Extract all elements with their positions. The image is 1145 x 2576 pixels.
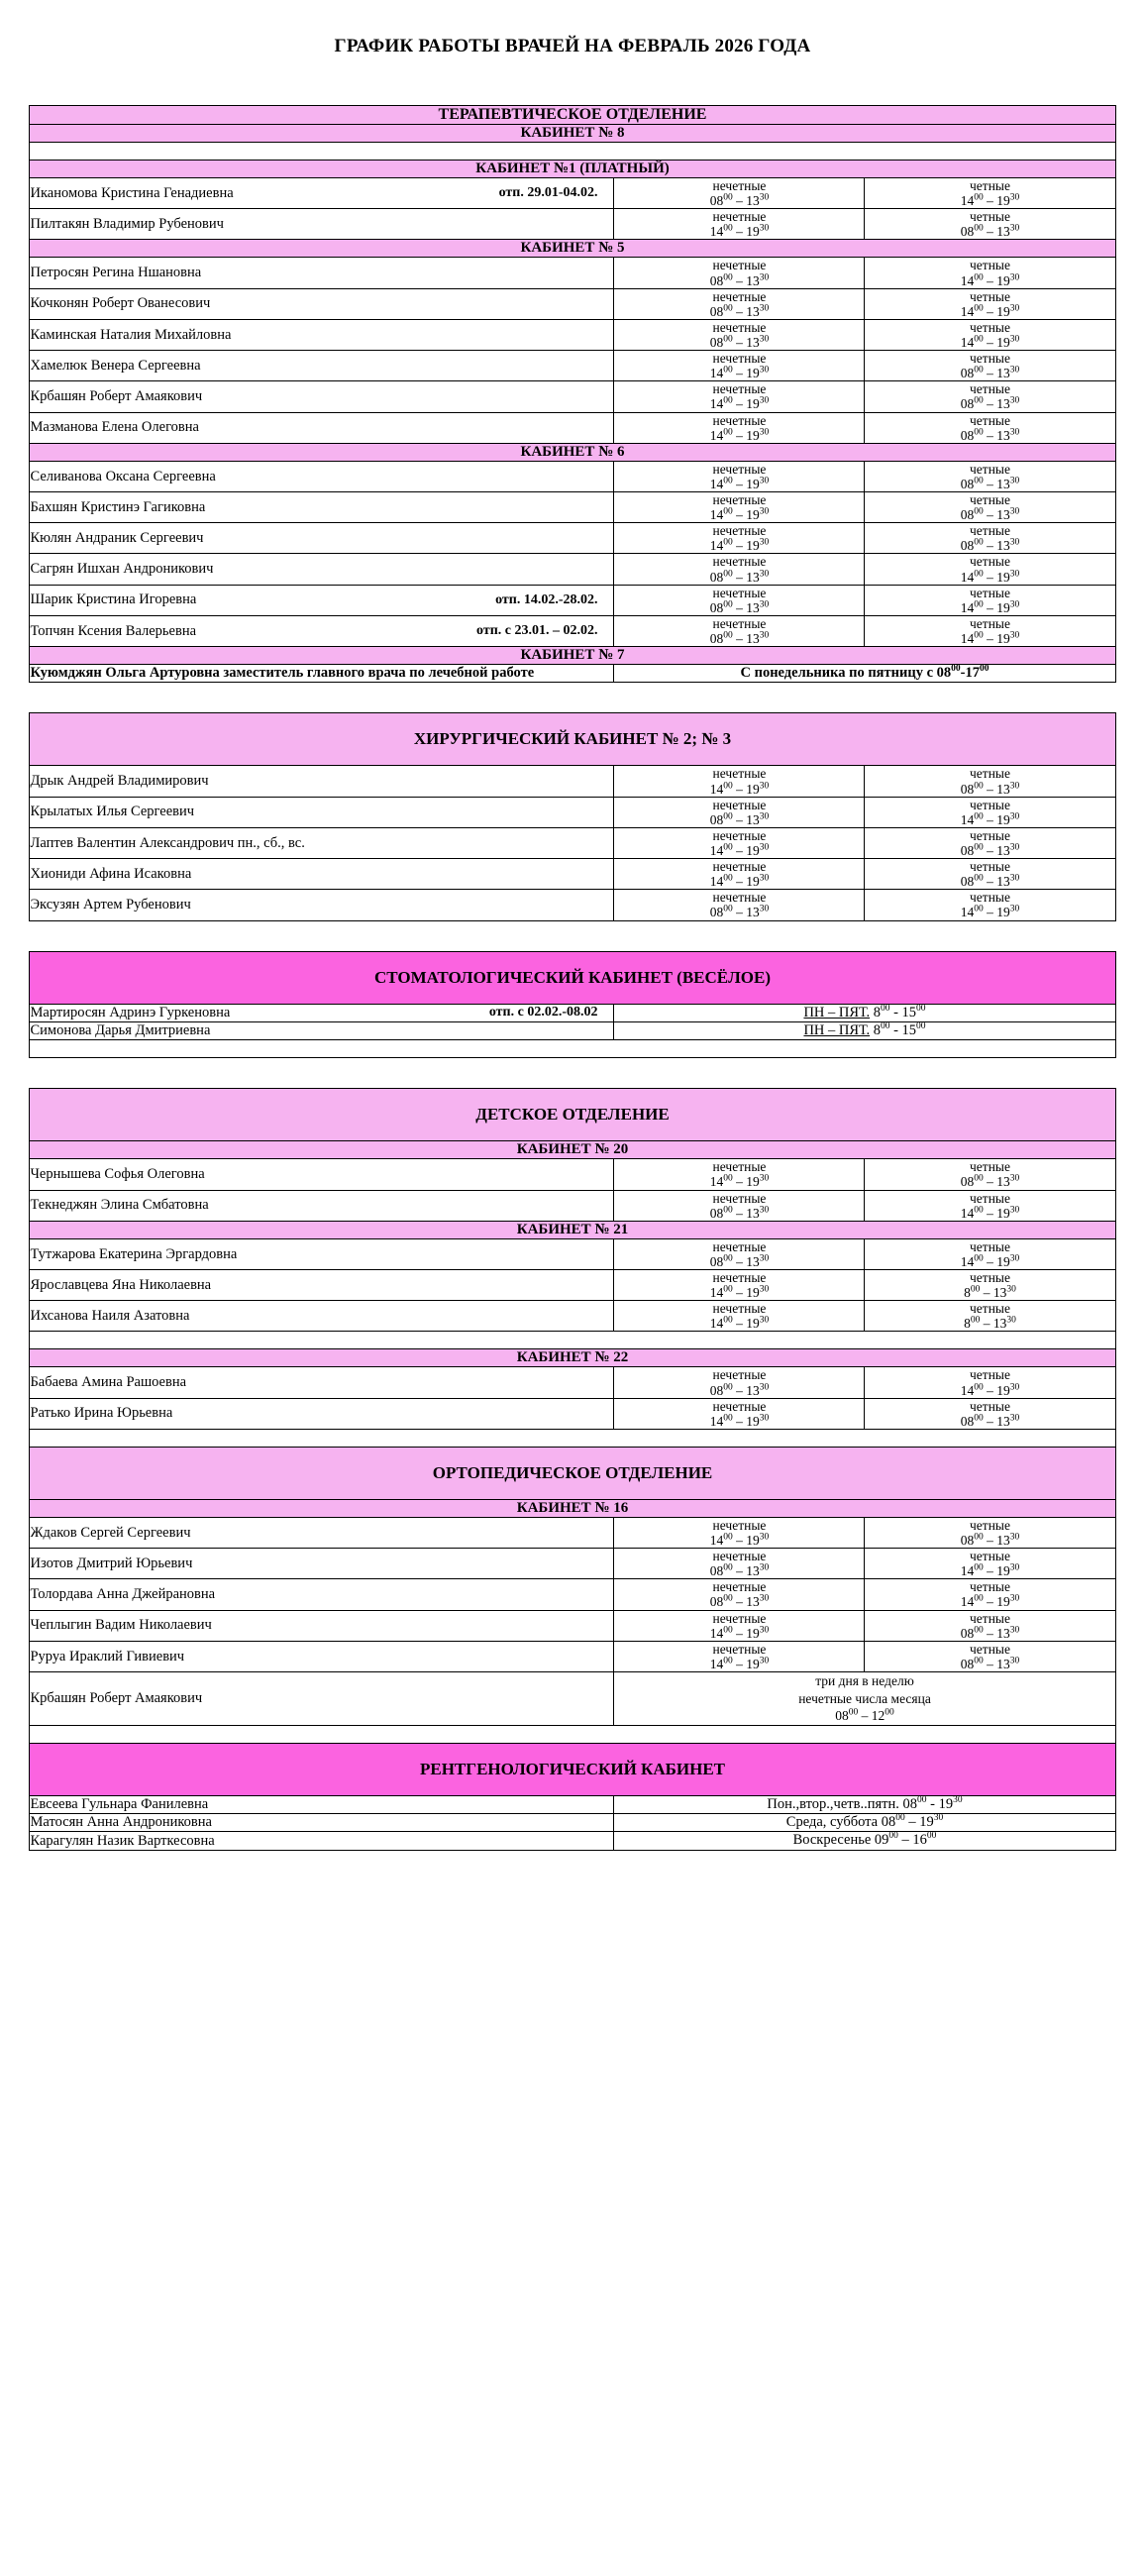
section-xray: РЕНТГЕНОЛОГИЧЕСКИЙ КАБИНЕТ bbox=[30, 1743, 1115, 1795]
doctor-name: Ярославцева Яна Николаевна bbox=[30, 1276, 212, 1293]
doctor-sagryan bbox=[30, 554, 614, 585]
doctor-name: Бабаева Амина Рашоевна bbox=[30, 1374, 187, 1391]
shift-even: четные $14^{00} - 19^{30}$ bbox=[865, 554, 1115, 585]
shift-even: четные $14^{00} - 19^{30}$ bbox=[865, 1238, 1115, 1269]
shift-even: четные $14^{00} - 19^{30}$ bbox=[865, 615, 1115, 646]
doctor-krbashyan-1 bbox=[30, 381, 614, 412]
shift-even: четные $08^{00} - 13^{30}$ bbox=[865, 523, 1115, 554]
shift-odd: нечетные $14^{00} - 19^{30}$ bbox=[614, 351, 865, 381]
doctor-babaeva bbox=[30, 1367, 614, 1398]
spacer-row bbox=[30, 1332, 1115, 1349]
room-7: КАБИНЕТ № 7 bbox=[30, 647, 1115, 665]
doctor-cheplygin bbox=[30, 1610, 614, 1641]
doctor-name: Мартиросян Адринэ Гуркеновна bbox=[30, 1004, 231, 1020]
doctor-ikanomova bbox=[30, 178, 614, 209]
doctor-name: Мазманова Елена Олеговна bbox=[30, 419, 199, 436]
doctor-name: Ихсанова Наиля Азатовна bbox=[30, 1307, 190, 1324]
page-title: ГРАФИК РАБОТЫ ВРАЧЕЙ НА ФЕВРАЛЬ 2026 ГОДА bbox=[334, 36, 811, 56]
shift-odd: нечетные $08^{00} - 13^{30}$ bbox=[614, 1238, 865, 1269]
room-5: КАБИНЕТ № 5 bbox=[30, 240, 1115, 258]
doctor-name: Ратько Ирина Юрьевна bbox=[30, 1405, 173, 1422]
doctor-kochkonyan bbox=[30, 288, 614, 319]
document-page bbox=[0, 36, 1145, 2576]
doctor-name: Изотов Дмитрий Юрьевич bbox=[30, 1555, 193, 1571]
doctor-petrosyan bbox=[30, 258, 614, 288]
schedule-body bbox=[30, 106, 1115, 1851]
shift-odd: нечетные $14^{00} - 19^{30}$ bbox=[614, 412, 865, 443]
spacer-row bbox=[30, 1429, 1115, 1447]
doctor-name: Топчян Ксения Валерьевна bbox=[30, 622, 197, 639]
shift-even: четные $14^{00} - 19^{30}$ bbox=[865, 1367, 1115, 1398]
doctor-kaminskaya bbox=[30, 319, 614, 350]
doctor-kyulyan bbox=[30, 523, 614, 554]
shift-even: четные $8^{00} - 13^{30}$ bbox=[865, 1301, 1115, 1332]
doctor-chernysheva bbox=[30, 1159, 614, 1190]
doctor-name: Иканомова Кристина Генадиевна bbox=[30, 184, 234, 201]
doctor-name: Хамелюк Венера Сергеевна bbox=[30, 357, 201, 374]
doctor-name: Куюмджян Ольга Артуровна заместитель главного врача по лечебной работе bbox=[30, 665, 535, 682]
shift-odd: нечетные $08^{00} - 13^{30}$ bbox=[614, 1579, 865, 1610]
doctor-name: Кюлян Андраник Сергеевич bbox=[30, 529, 204, 546]
doctor-name: Сагрян Ишхан Андроникович bbox=[30, 561, 214, 578]
shift-odd: нечетные $14^{00} - 19^{30}$ bbox=[614, 1398, 865, 1429]
room-8: КАБИНЕТ № 8 bbox=[30, 125, 1115, 143]
doctor-izotov bbox=[30, 1549, 614, 1579]
doctor-name: Крылатых Илья Сергеевич bbox=[30, 804, 195, 820]
doctor-hionidi bbox=[30, 859, 614, 890]
shift-even: четные $14^{00} - 19^{30}$ bbox=[865, 890, 1115, 920]
room-6: КАБИНЕТ № 6 bbox=[30, 443, 1115, 461]
shift-even: четные $14^{00} - 19^{30}$ bbox=[865, 585, 1115, 615]
shift-even: четные $08^{00} - 13^{30}$ bbox=[865, 209, 1115, 240]
room-20: КАБИНЕТ № 20 bbox=[30, 1141, 1115, 1159]
doctor-ratko bbox=[30, 1398, 614, 1429]
doctor-hamelyuk bbox=[30, 351, 614, 381]
shift-even: четные $08^{00} - 13^{30}$ bbox=[865, 766, 1115, 797]
shift-even: четные $08^{00} - 13^{30}$ bbox=[865, 412, 1115, 443]
doctor-name: Крбашян Роберт Амаякович bbox=[30, 388, 203, 405]
shift-even: четные $8^{00} - 13^{30}$ bbox=[865, 1269, 1115, 1300]
shift-odd: нечетные $08^{00} - 13^{30}$ bbox=[614, 319, 865, 350]
doctor-name: Чернышева Софья Олеговна bbox=[30, 1166, 205, 1183]
section-therapeutic: ТЕРАПЕВТИЧЕСКОЕ ОТДЕЛЕНИЕ bbox=[30, 106, 1115, 125]
doctor-name: Тутжарова Екатерина Эргардовна bbox=[30, 1245, 238, 1262]
doctor-matosyan bbox=[30, 1813, 614, 1831]
doctor-note: отп. с 23.01. – 02.02. bbox=[476, 622, 598, 638]
doctor-name: Руруа Ираклий Гивиевич bbox=[30, 1648, 185, 1664]
shift-even: четные $14^{00} - 19^{30}$ bbox=[865, 288, 1115, 319]
section-pediatric: ДЕТСКОЕ ОТДЕЛЕНИЕ bbox=[30, 1089, 1115, 1141]
doctor-name: Крбашян Роберт Амаякович bbox=[30, 1689, 203, 1706]
room-16: КАБИНЕТ № 16 bbox=[30, 1499, 1115, 1517]
spacer-row bbox=[30, 683, 1115, 713]
doctor-note: отп. 29.01-04.02. bbox=[498, 185, 598, 201]
shift-odd: нечетные $08^{00} - 13^{30}$ bbox=[614, 1190, 865, 1221]
shift-odd: нечетные $14^{00} - 19^{30}$ bbox=[614, 1269, 865, 1300]
shift-odd: нечетные $14^{00} - 19^{30}$ bbox=[614, 1159, 865, 1190]
doctor-name: Хиониди Афина Исаковна bbox=[30, 865, 192, 882]
shift-odd: нечетные $14^{00} - 19^{30}$ bbox=[614, 1641, 865, 1671]
doctor-tutzharova bbox=[30, 1238, 614, 1269]
doctor-name: Чеплыгин Вадим Николаевич bbox=[30, 1617, 212, 1634]
shift-even: четные $08^{00} - 13^{30}$ bbox=[865, 1641, 1115, 1671]
schedule-text: Пон.,втор.,четв..пятн. $08^{00} - 19^{30}$ bbox=[614, 1795, 1115, 1813]
doctor-kuyumdzhyan bbox=[30, 665, 614, 683]
shift-even: четные $14^{00} - 19^{30}$ bbox=[865, 797, 1115, 827]
section-orthopedic: ОРТОПЕДИЧЕСКОЕ ОТДЕЛЕНИЕ bbox=[30, 1447, 1115, 1499]
doctor-name: Карагулян Назик Варткесовна bbox=[30, 1832, 215, 1849]
shift-odd: нечетные $08^{00} - 13^{30}$ bbox=[614, 585, 865, 615]
doctor-dryk bbox=[30, 766, 614, 797]
shift-even: четные $08^{00} - 13^{30}$ bbox=[865, 351, 1115, 381]
doctor-sharik bbox=[30, 585, 614, 615]
shift-odd: нечетные $14^{00} - 19^{30}$ bbox=[614, 461, 865, 491]
doctor-eksuzyan bbox=[30, 890, 614, 920]
shift-odd: нечетные $08^{00} - 13^{30}$ bbox=[614, 554, 865, 585]
schedule-text: Воскресенье $09^{00} - 16^{00}$ bbox=[614, 1832, 1115, 1850]
shift-even: четные $08^{00} - 13^{30}$ bbox=[865, 461, 1115, 491]
schedule-text: ПН – ПЯТ. $8^{00} - 15^{00}$ bbox=[614, 1004, 1115, 1021]
doctor-name: Кочконян Роберт Ованесович bbox=[30, 295, 211, 312]
doctor-name: Каминская Наталия Михайловна bbox=[30, 326, 232, 343]
spacer-row bbox=[30, 143, 1115, 161]
shift-even: четные $14^{00} - 19^{30}$ bbox=[865, 1190, 1115, 1221]
doctor-topchyan bbox=[30, 615, 614, 646]
spacer-row bbox=[30, 1058, 1115, 1089]
shift-even: четные $14^{00} - 19^{30}$ bbox=[865, 258, 1115, 288]
shift-even: четные $08^{00} - 13^{30}$ bbox=[865, 1610, 1115, 1641]
schedule-text: три дня в неделю нечетные числа месяца $08^{00} - 12^{00}$ bbox=[614, 1671, 1115, 1725]
shift-odd: нечетные $14^{00} - 19^{30}$ bbox=[614, 491, 865, 522]
spacer-row bbox=[30, 1040, 1115, 1058]
doctor-name: Симонова Дарья Дмитриевна bbox=[30, 1022, 211, 1039]
shift-odd: нечетные $08^{00} - 13^{30}$ bbox=[614, 288, 865, 319]
shift-even: четные $08^{00} - 13^{30}$ bbox=[865, 1398, 1115, 1429]
doctor-name: Лаптев Валентин Александрович пн., сб., вс. bbox=[30, 834, 305, 851]
shift-even: четные $08^{00} - 13^{30}$ bbox=[865, 381, 1115, 412]
shift-even: четные $08^{00} - 13^{30}$ bbox=[865, 827, 1115, 858]
room-21: КАБИНЕТ № 21 bbox=[30, 1221, 1115, 1238]
schedule-text: Среда, суббота $08^{00} - 19^{30}$ bbox=[614, 1813, 1115, 1831]
shift-odd: нечетные $14^{00} - 19^{30}$ bbox=[614, 1610, 865, 1641]
doctor-name: Пилтакян Владимир Рубенович bbox=[30, 215, 224, 232]
doctor-tolordava bbox=[30, 1579, 614, 1610]
doctor-selivanova bbox=[30, 461, 614, 491]
doctor-simonova bbox=[30, 1021, 614, 1039]
doctor-ihsanova bbox=[30, 1301, 614, 1332]
doctor-mazmanova bbox=[30, 412, 614, 443]
shift-odd: нечетные $14^{00} - 19^{30}$ bbox=[614, 209, 865, 240]
schedule-text: ПН – ПЯТ. $8^{00} - 15^{00}$ bbox=[614, 1021, 1115, 1039]
doctor-name: Евсеева Гульнара Фанилевна bbox=[30, 1795, 209, 1812]
shift-even: четные $14^{00} - 19^{30}$ bbox=[865, 319, 1115, 350]
shift-odd: нечетные $08^{00} - 13^{30}$ bbox=[614, 1367, 865, 1398]
shift-even: четные $08^{00} - 13^{30}$ bbox=[865, 1517, 1115, 1548]
doctor-laptev bbox=[30, 827, 614, 858]
shift-odd: нечетные $14^{00} - 19^{30}$ bbox=[614, 523, 865, 554]
shift-even: четные $08^{00} - 13^{30}$ bbox=[865, 859, 1115, 890]
shift-odd: нечетные $14^{00} - 19^{30}$ bbox=[614, 827, 865, 858]
doctor-name: Эксузян Артем Рубенович bbox=[30, 897, 191, 913]
doctor-note: отп. 14.02.-28.02. bbox=[495, 591, 598, 607]
doctor-name: Толордава Анна Джейрановна bbox=[30, 1586, 216, 1603]
doctor-krbashyan-2 bbox=[30, 1671, 614, 1725]
shift-odd: нечетные $14^{00} - 19^{30}$ bbox=[614, 381, 865, 412]
shift-odd: нечетные $14^{00} - 19^{30}$ bbox=[614, 1517, 865, 1548]
spacer-row bbox=[30, 1725, 1115, 1743]
section-surgery: ХИРУРГИЧЕСКИЙ КАБИНЕТ № 2; № 3 bbox=[30, 713, 1115, 766]
doctor-bahshyan bbox=[30, 491, 614, 522]
doctor-zhdakov bbox=[30, 1517, 614, 1548]
doctor-name: Текнеджян Элина Смбатовна bbox=[30, 1197, 209, 1214]
doctor-krylatyh bbox=[30, 797, 614, 827]
shift-odd: нечетные $08^{00} - 13^{30}$ bbox=[614, 797, 865, 827]
shift-odd: нечетные $08^{00} - 13^{30}$ bbox=[614, 258, 865, 288]
shift-even: четные $08^{00} - 13^{30}$ bbox=[865, 491, 1115, 522]
room-22: КАБИНЕТ № 22 bbox=[30, 1349, 1115, 1367]
shift-odd: нечетные $08^{00} - 13^{30}$ bbox=[614, 178, 865, 209]
doctor-piltakyan bbox=[30, 209, 614, 240]
doctor-note: отп. с 02.02.-08.02 bbox=[488, 1005, 598, 1020]
spacer-row bbox=[30, 920, 1115, 951]
doctor-karagulyan bbox=[30, 1832, 614, 1850]
shift-odd: нечетные $08^{00} - 13^{30}$ bbox=[614, 615, 865, 646]
shift-odd: нечетные $14^{00} - 19^{30}$ bbox=[614, 859, 865, 890]
section-dental: СТОМАТОЛОГИЧЕСКИЙ КАБИНЕТ (ВЕСЁЛОЕ) bbox=[30, 951, 1115, 1004]
shift-even: четные $14^{00} - 19^{30}$ bbox=[865, 1549, 1115, 1579]
shift-odd: нечетные $08^{00} - 13^{30}$ bbox=[614, 890, 865, 920]
doctor-evseeva bbox=[30, 1795, 614, 1813]
doctor-name: Бахшян Кристинэ Гагиковна bbox=[30, 498, 206, 515]
doctor-martirosyan bbox=[30, 1004, 614, 1021]
doctor-yaroslavtseva bbox=[30, 1269, 614, 1300]
doctor-name: Дрык Андрей Владимирович bbox=[30, 773, 209, 790]
doctor-name: Ждаков Сергей Сергеевич bbox=[30, 1524, 191, 1541]
schedule-text: С понедельника по пятницу с $08^{00}-17^{00}$ bbox=[614, 665, 1115, 683]
doctor-tekneldzhyan bbox=[30, 1190, 614, 1221]
schedule-table bbox=[29, 105, 1115, 1851]
doctor-name: Селиванова Оксана Сергеевна bbox=[30, 468, 216, 484]
doctor-name: Шарик Кристина Игоревна bbox=[30, 591, 197, 608]
shift-odd: нечетные $08^{00} - 13^{30}$ bbox=[614, 1549, 865, 1579]
room-1-paid: КАБИНЕТ №1 (ПЛАТНЫЙ) bbox=[30, 161, 1115, 178]
doctor-name: Петросян Регина Ншановна bbox=[30, 265, 202, 281]
shift-even: четные $14^{00} - 19^{30}$ bbox=[865, 1579, 1115, 1610]
doctor-rurua bbox=[30, 1641, 614, 1671]
shift-even: четные $08^{00} - 13^{30}$ bbox=[865, 1159, 1115, 1190]
shift-odd: нечетные $14^{00} - 19^{30}$ bbox=[614, 766, 865, 797]
shift-odd: нечетные $14^{00} - 19^{30}$ bbox=[614, 1301, 865, 1332]
doctor-name: Матосян Анна Андрониковна bbox=[30, 1814, 212, 1831]
shift-even: четные $14^{00} - 19^{30}$ bbox=[865, 178, 1115, 209]
